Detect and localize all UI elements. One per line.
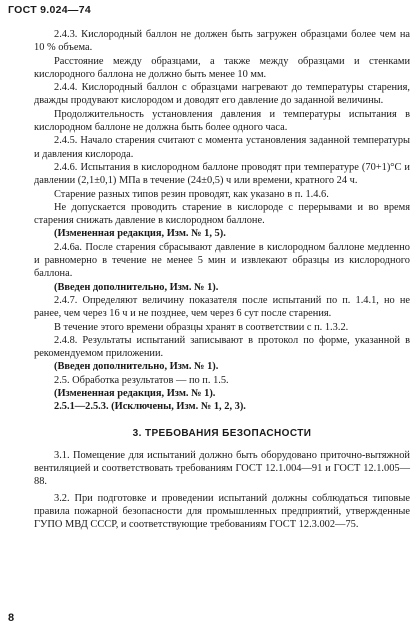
paragraph-3-1: 3.1. Помещение для испытаний должно быть оборудовано приточно-вытяжной вентиляцией и соответствовать требованиям ГОСТ 12.1.004—91 и ГОСТ 12.1.005—88. <box>34 449 410 488</box>
document-body <box>34 28 410 531</box>
paragraph-2-4-8: 2.4.8. Результаты испытаний записывают в протокол по форме, указанной в рекомендуемом приложении. <box>34 334 410 360</box>
paragraph-duration: Продолжительность установления давления и температуры испытания в кислородном баллоне не должна быть более одного часа. <box>34 108 410 134</box>
paragraph-storage: В течение этого времени образцы хранят в соответствии с п. 1.3.2. <box>54 321 349 333</box>
paragraph-distance: Расстояние между образцами, а также между образцами и стенками кислородного баллона не должно быть менее 10 мм. <box>34 55 410 80</box>
paragraph-2-5: 2.5. Обработка результатов — по п. 1.5. <box>54 374 229 386</box>
amendment-note: (Измененная редакция, Изм. № 1, 5). <box>54 228 226 240</box>
paragraph-2-4-5: 2.4.5. Начало старения считают с момента установления заданной температуры и давления кислорода. <box>34 135 410 160</box>
amendment-note: (Введен дополнительно, Изм. № 1). <box>54 281 219 293</box>
paragraph-2-4-4: 2.4.4. Кислородный баллон с образцами нагревают до температуры старения, дважды продувают кислородом и доводят его давление до заданной величины. <box>34 82 410 107</box>
document-header: ГОСТ 9.024—74 <box>8 4 91 16</box>
paragraph-aging-types: Старение разных типов резин проводят, как указано в п. 1.4.6. <box>54 188 329 200</box>
page-number: 8 <box>8 612 15 624</box>
paragraph-3-2: 3.2. При подготовке и проведении испытаний должны соблюдаться типовые правила пожарной безопасности для промышленных предприятий, утвержденные ГУПО МВД СССР, и соответствующие требованиям ГОСТ 12.3.002—75. <box>34 492 410 531</box>
paragraph-2-5-1-excluded: 2.5.1—2.5.3. (Исключены, Изм. № 1, 2, 3). <box>54 401 246 413</box>
paragraph-2-4-7: 2.4.7. Определяют величину показателя после испытаний по п. 1.4.1, но не ранее, чем через 16 ч и не позднее, чем через 6 сут после старения. <box>34 294 410 320</box>
section-heading: 3. ТРЕБОВАНИЯ БЕЗОПАСНОСТИ <box>132 427 312 439</box>
paragraph-no-interruptions: Не допускается проводить старение в кислороде с перерывами и во время старения снижать давление в кислородном баллоне. <box>34 201 410 227</box>
paragraph-2-4-6a: 2.4.6а. После старения сбрасывают давление в кислородном баллоне медленно и равномерно в течение не менее 5 мин и извлекают образцы из кислородного баллона. <box>34 241 410 280</box>
paragraph-2-4-3: 2.4.3. Кислородный баллон не должен быть загружен образцами более чем на 10 % объема. <box>34 29 410 54</box>
amendment-note: (Введен дополнительно, Изм. № 1). <box>54 361 219 373</box>
amendment-note: (Измененная редакция, Изм. № 1). <box>54 388 216 400</box>
paragraph-2-4-6: 2.4.6. Испытания в кислородном баллоне проводят при температуре (70+1)°С и давлении (2,1±0,1) МПа в течение (24±0,5) ч или времени, кратного 24 ч. <box>34 161 410 187</box>
